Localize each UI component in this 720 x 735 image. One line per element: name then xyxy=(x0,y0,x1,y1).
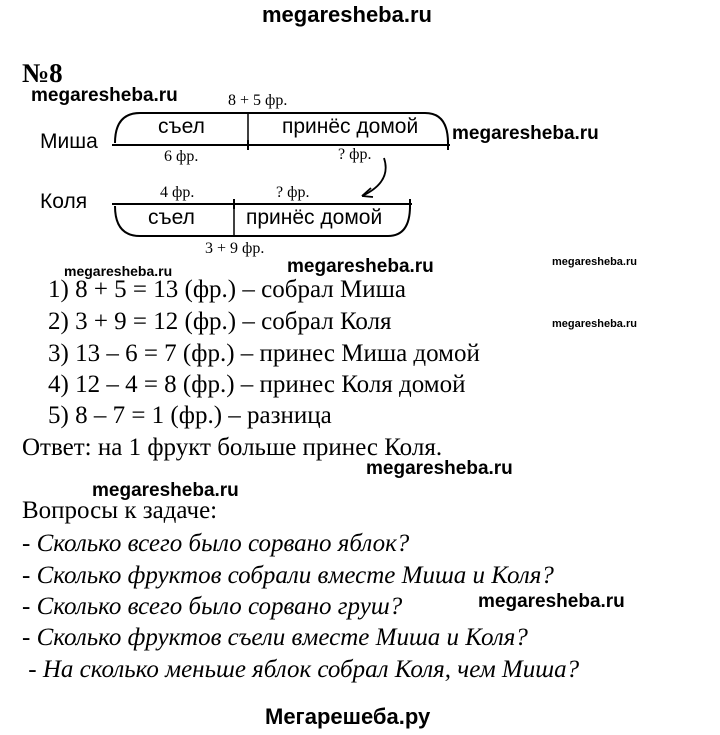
solution-step: 4) 12 – 4 = 8 (фр.) – принес Коля домой xyxy=(48,371,466,398)
solution-step: 1) 8 + 5 = 13 (фр.) – собрал Миша xyxy=(48,276,406,303)
watermark-answer-below: megaresheba.ru xyxy=(366,458,513,479)
question-item: - Сколько фруктов съели вместе Миша и Коля? xyxy=(22,624,528,651)
question-item: - Сколько всего было сорвано яблок? xyxy=(22,530,410,557)
kolya-total-label: 3 + 9 фр. xyxy=(205,240,265,257)
misha-ate-label: съел xyxy=(158,115,205,138)
kolya-name: Коля xyxy=(40,190,88,213)
kolya-home-label: принёс домой xyxy=(246,206,383,229)
watermark-top: megaresheba.ru xyxy=(262,2,432,27)
questions-title: Вопросы к задаче: xyxy=(22,497,218,524)
kolya-home-value: ? фр. xyxy=(276,184,310,201)
answer-text: Ответ: на 1 фрукт больше принес Коля. xyxy=(22,434,443,461)
solution-step: 2) 3 + 9 = 12 (фр.) – собрал Коля xyxy=(48,308,392,335)
watermark-solution-center: megaresheba.ru xyxy=(287,256,434,277)
task-number: №8 xyxy=(22,58,63,88)
watermark-bottom: Мегарешеба.ру xyxy=(265,704,431,729)
watermark-solution-right-2: megaresheba.ru xyxy=(552,318,637,330)
watermark-diagram-right: megaresheba.ru xyxy=(452,123,599,144)
question-item: - На сколько меньше яблок собрал Коля, чем Миша? xyxy=(22,656,580,683)
solution-step: 5) 8 – 7 = 1 (фр.) – разница xyxy=(48,402,332,429)
watermark-questions-left: megaresheba.ru xyxy=(92,480,239,501)
misha-name: Миша xyxy=(40,130,98,153)
question-item: - Сколько фруктов собрали вместе Миша и Коля? xyxy=(22,562,554,589)
kolya-ate-label: съел xyxy=(148,206,195,229)
misha-home-label: принёс домой xyxy=(282,115,419,138)
watermark-solution-left: megaresheba.ru xyxy=(64,263,173,279)
kolya-ate-value: 4 фр. xyxy=(160,184,195,201)
misha-ate-value: 6 фр. xyxy=(164,148,199,165)
watermark-questions-right: megaresheba.ru xyxy=(478,591,625,612)
watermark-solution-right-1: megaresheba.ru xyxy=(552,256,637,268)
misha-total-label: 8 + 5 фр. xyxy=(228,92,288,109)
solution-step: 3) 13 – 6 = 7 (фр.) – принес Миша домой xyxy=(48,340,480,367)
question-item: - Сколько всего было сорвано груш? xyxy=(22,593,403,620)
watermark-diagram-left: megaresheba.ru xyxy=(31,85,178,106)
misha-home-value: ? фр. xyxy=(338,146,372,163)
